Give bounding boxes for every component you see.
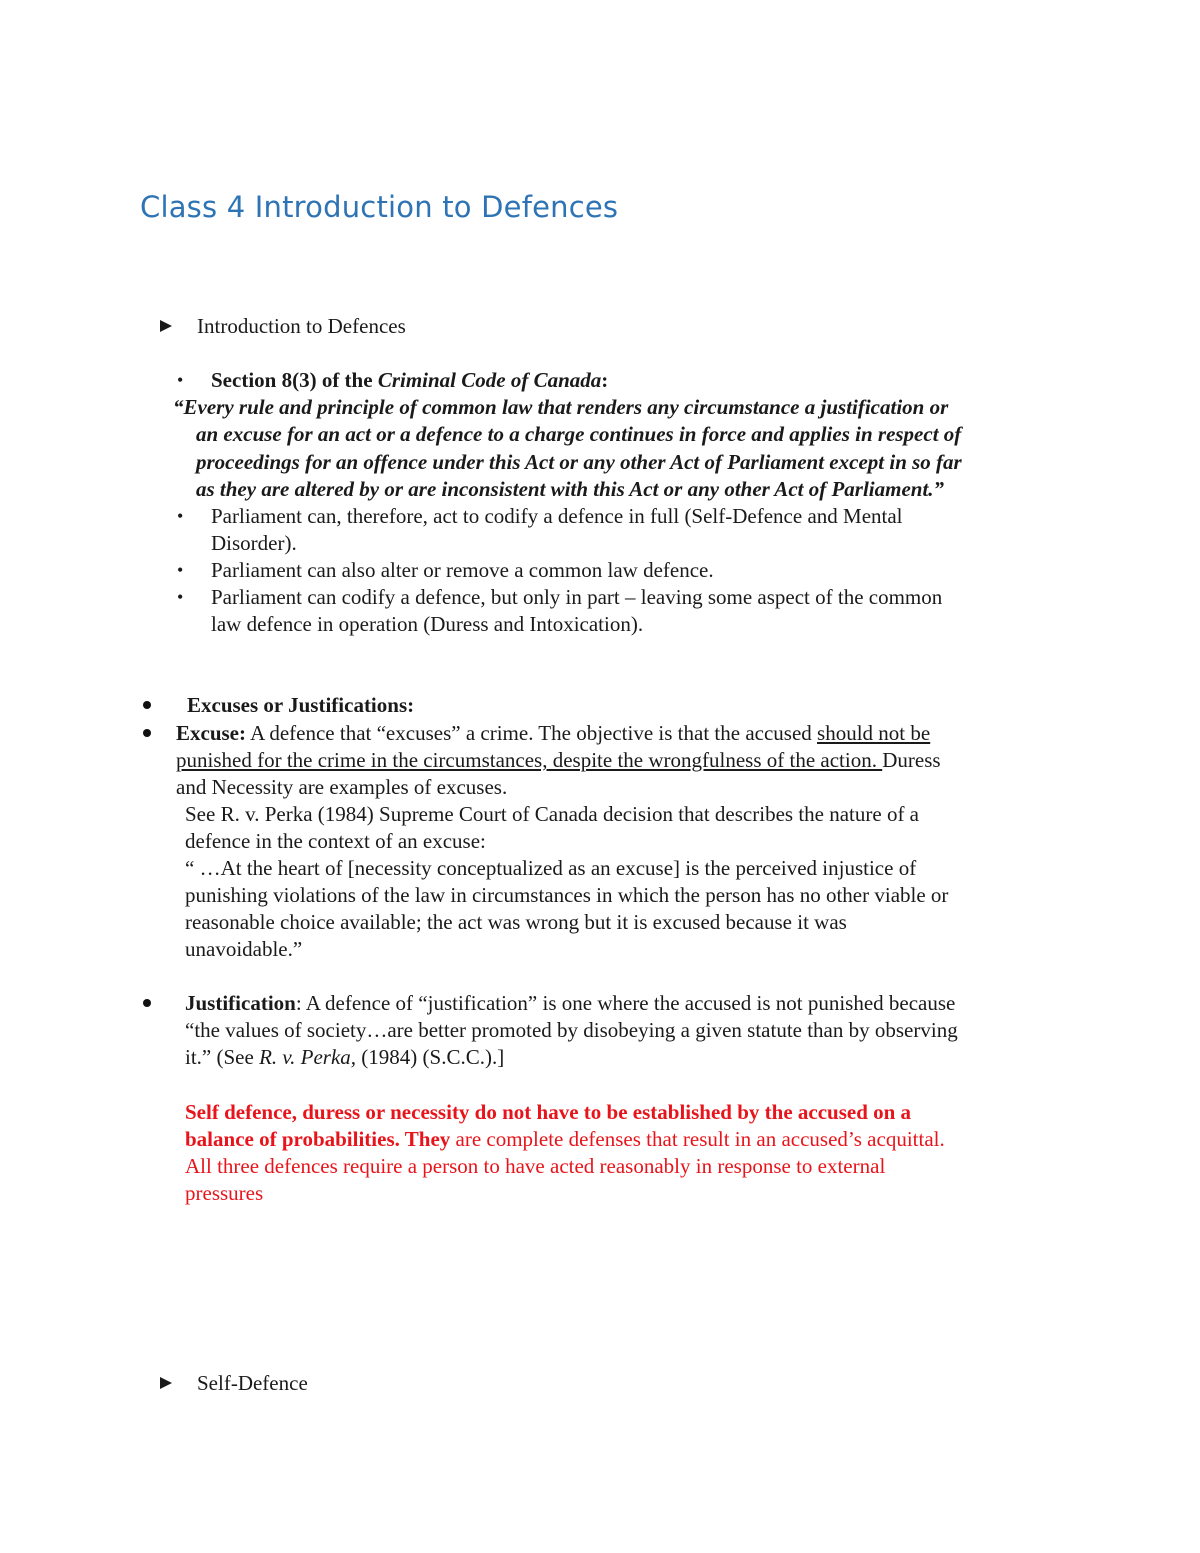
section-heading-excuses: Excuses or Justifications: [187,693,415,717]
excuse-label: Excuse: [176,721,246,745]
bullet-icon: • [177,587,184,607]
quote-line: an excuse for an act or a defence to a charge continues in force and applies in respect of [196,422,962,446]
filled-circle-icon [143,729,151,737]
excuse-paragraph: Excuse: A defence that “excuses” a crime. The objective is that the accused should not be punished for the crime in the circumstances, despite the wrongfulness of the action. Duress and Necessity are examples of excuses. [176,721,941,799]
filled-circle-icon [143,701,151,709]
bullet-icon: • [177,506,184,526]
section-heading-intro: Introduction to Defences [197,314,406,338]
justification-paragraph: Justification: A defence of “justification” is one where the accused is not punished because “the values of society…are better promoted by disobeying a given statute than by observing it.” (See R. v. Perka, (1984) (S.C.C.).] [185,991,958,1069]
note-paragraph: Self defence, duress or necessity do not have to be established by the accused on a balance of probabilities. They are complete defenses that result in an accused’s acquittal. All three defences require a person to have acted reasonably in response to external pressures [185,1100,945,1205]
perka-passage: See R. v. Perka (1984) Supreme Court of Canada decision that describes the nature of a defence in the context of an excuse: “ …At the heart of [necessity conceptualized as an excuse] is the perceived injustice of punishing violations of the law in circumstances in which the person has no other viable or reasonable choice available; the act was wrong but it is excused because it was unavoidable.” [185,802,949,961]
filled-circle-icon [143,999,151,1007]
triangle-right-icon [160,320,172,332]
section-8-3-label: Section 8(3) of the Criminal Code of Canada: [211,368,609,392]
bullet-icon: • [177,560,184,580]
justification-label: Justification [185,991,296,1015]
list-item: Parliament can, therefore, act to codify a defence in full (Self-Defence and Mental Disorder). [211,504,903,555]
list-item: Parliament can also alter or remove a common law defence. [211,558,714,582]
page-title: Class 4 Introduction to Defences [140,190,619,224]
bullet-icon: • [177,370,184,390]
section-heading-self-defence: Self-Defence [197,1371,308,1395]
list-item: Parliament can codify a defence, but only in part – leaving some aspect of the common law defence in operation (Duress and Intoxication). [211,585,943,636]
quote-line: “Every rule and principle of common law that renders any circumstance a justification or [173,395,949,419]
triangle-right-icon [160,1377,172,1389]
quote-line: as they are altered by or are inconsistent with this Act or any other Act of Parliament.” [196,477,945,501]
quote-line: proceedings for an offence under this Act or any other Act of Parliament except in so far [196,450,962,474]
